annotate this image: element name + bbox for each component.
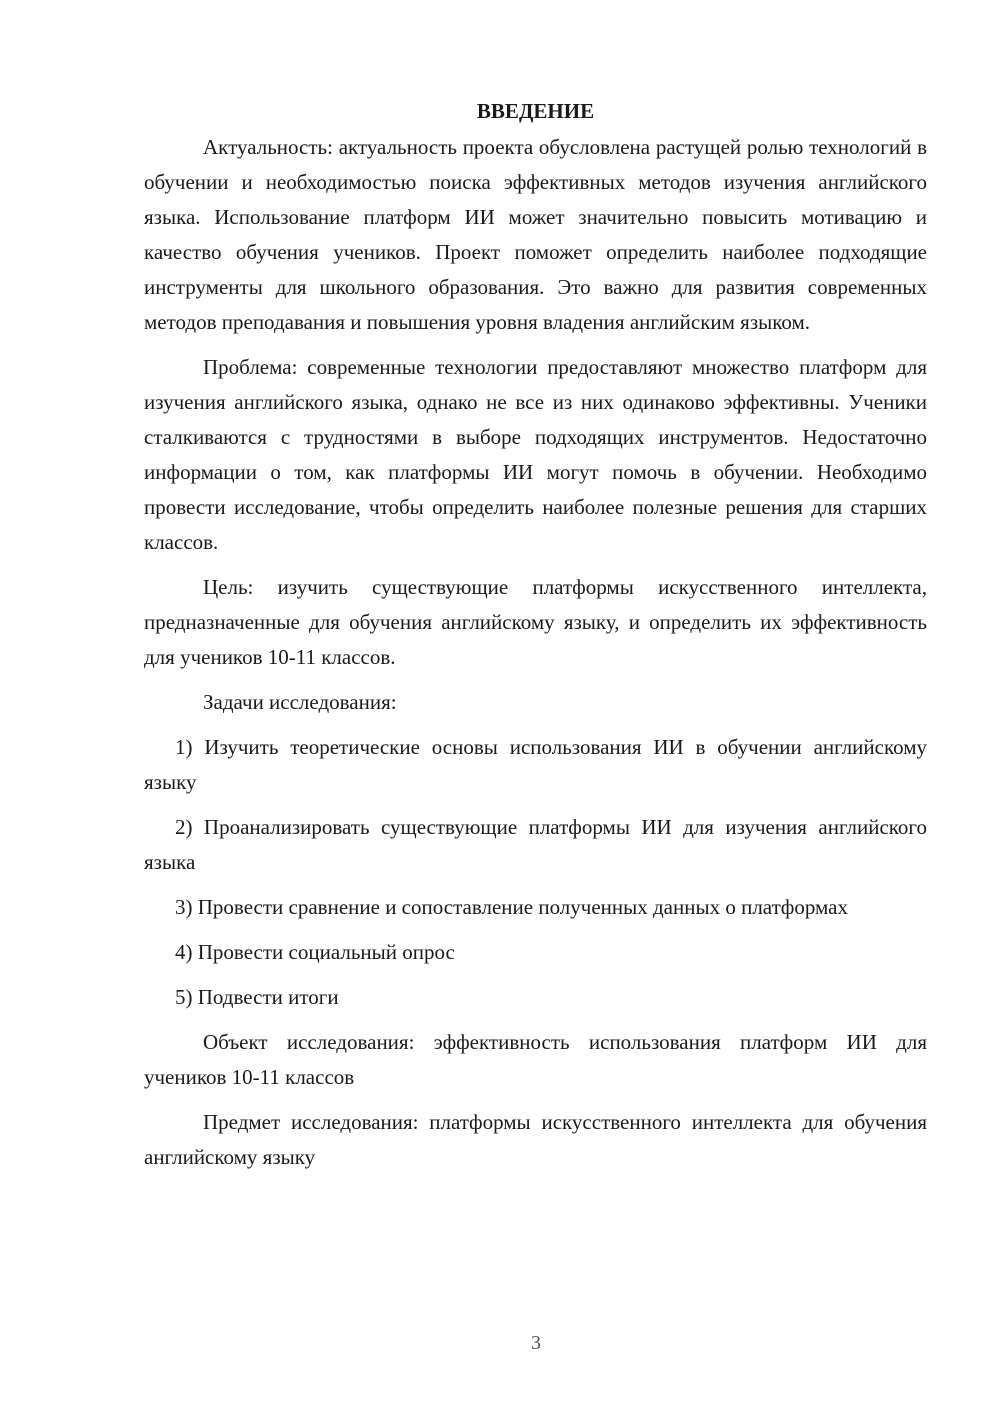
task-item-1: 1) Изучить теоретические основы использования ИИ в обучении английскому языку <box>144 735 927 794</box>
task-item-3: 3) Провести сравнение и сопоставление полученных данных о платформах <box>175 895 849 919</box>
section-heading: ВВЕДЕНИЕ <box>476 99 595 123</box>
goal-paragraph: Цель: изучить существующие платформы искусственного интеллекта, предназначенные для обучения английскому языку, и определить их эффективность для учеников 10-11 классов. <box>144 575 927 669</box>
object-paragraph: Объект исследования: эффективность использования платформ ИИ для учеников 10-11 классов <box>144 1030 927 1089</box>
document-page <box>144 94 927 1175</box>
page-number: 3 <box>531 1332 541 1354</box>
subject-paragraph: Предмет исследования: платформы искусственного интеллекта для обучения английскому языку <box>144 1110 927 1169</box>
task-item-2: 2) Проанализировать существующие платформы ИИ для изучения английского языка <box>144 815 927 874</box>
relevance-paragraph: Актуальность: актуальность проекта обусловлена растущей ролью технологий в обучении и необходимостью поиска эффективных методов изучения английского языка. Использование платформ ИИ может значительно повысить мотивацию и качество обучения учеников. Проект поможет определить наиболее подходящие инструменты для школьного образования. Это важно для развития современных методов преподавания и повышения уровня владения английским языком. <box>144 135 927 334</box>
task-item-4: 4) Провести социальный опрос <box>175 940 455 964</box>
tasks-heading: Задачи исследования: <box>203 690 397 714</box>
task-item-5: 5) Подвести итоги <box>175 985 339 1009</box>
problem-paragraph: Проблема: современные технологии предоставляют множество платформ для изучения английского языка, однако не все из них одинаково эффективны. Ученики сталкиваются с трудностями в выборе подходящих инструментов. Недостаточно информации о том, как платформы ИИ могут помочь в обучении. Необходимо провести исследование, чтобы определить наиболее полезные решения для старших классов. <box>144 355 927 554</box>
